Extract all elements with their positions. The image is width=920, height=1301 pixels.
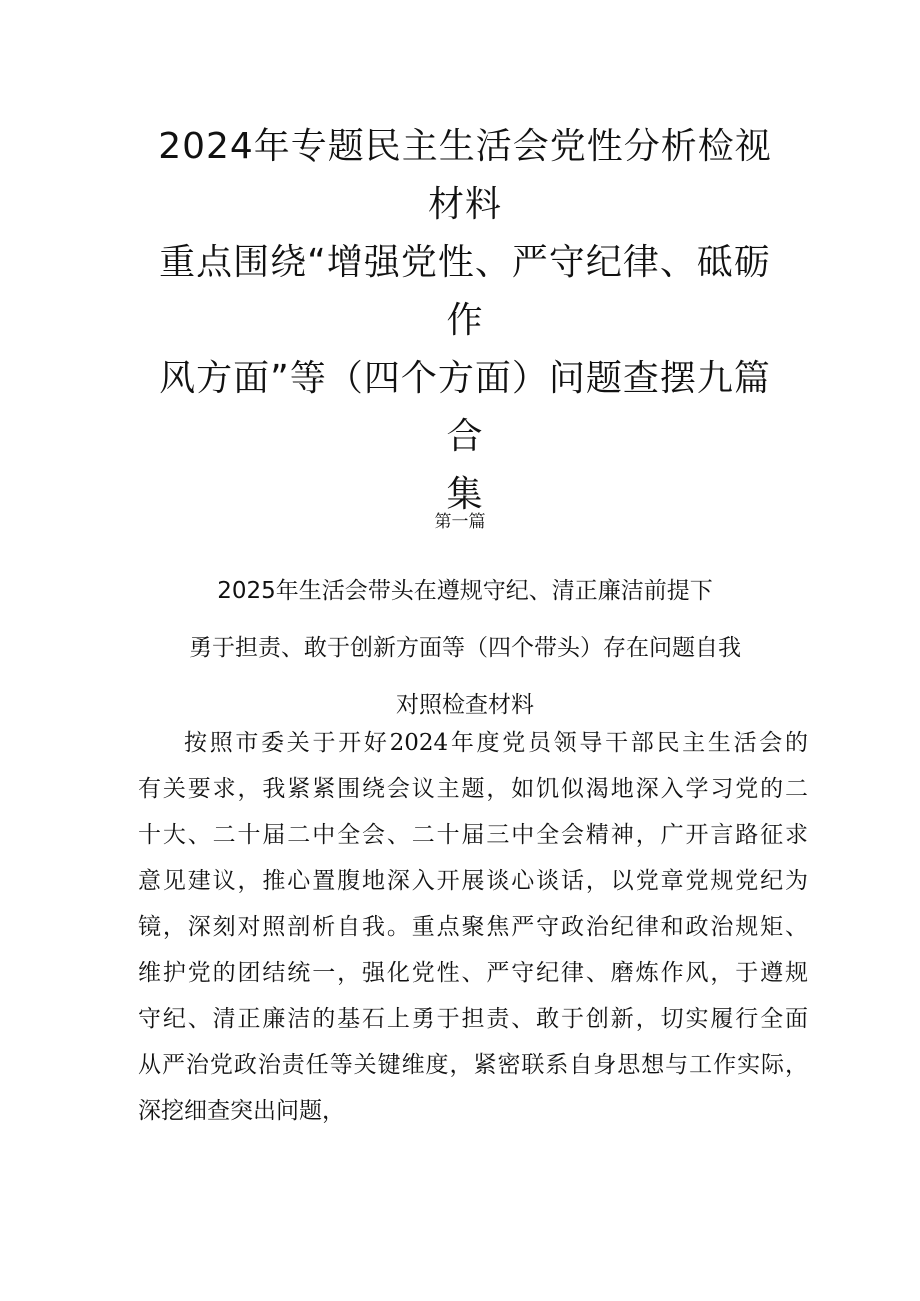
document-title	[150, 118, 780, 524]
article-title-line: 对照检查材料	[396, 692, 534, 718]
article-title	[150, 563, 780, 734]
document-title-line: 集	[446, 474, 484, 515]
document-title-line: 风方面”等（四个方面）问题查摆九篇合	[159, 358, 771, 457]
body-line: 守纪、清正廉洁的基石上勇于担责、敢于创新，切实履行全面	[138, 1006, 808, 1032]
body-line: 从严治党政治责任等关键维度，紧密联系自身思想与工作实际，	[138, 1052, 808, 1078]
body-line: 意见建议，推心置腹地深入开展谈心谈话，以党章党规党纪为	[138, 868, 808, 894]
document-title-line: 重点围绕“增强党性、严守纪律、砥砺作	[159, 242, 771, 341]
body-line: 按照市委关于开好2024年度党员领导干部民主生活会的	[184, 730, 808, 756]
body-line: 维护党的团结统一，强化党性、严守纪律、磨炼作风，于遵规	[138, 960, 808, 986]
body-line: 深挖细查突出问题，	[138, 1098, 345, 1124]
document-title-line: 2024年专题民主生活会党性分析检视材料	[158, 126, 772, 225]
body-line: 十大、二十届二中全会、二十届三中全会精神，广开言路征求	[138, 822, 808, 848]
body-line: 有关要求，我紧紧围绕会议主题，如饥似渴地深入学习党的二	[138, 776, 808, 802]
body-line: 镜，深刻对照剖析自我。重点聚焦严守政治纪律和政治规矩、	[138, 914, 808, 940]
article-title-line: 勇于担责、敢于创新方面等（四个带头）存在问题自我	[189, 635, 741, 661]
article-title-line: 2025年生活会带头在遵规守纪、清正廉洁前提下	[217, 578, 713, 604]
body-paragraph	[138, 720, 808, 1134]
section-label: 第一篇	[434, 512, 486, 532]
